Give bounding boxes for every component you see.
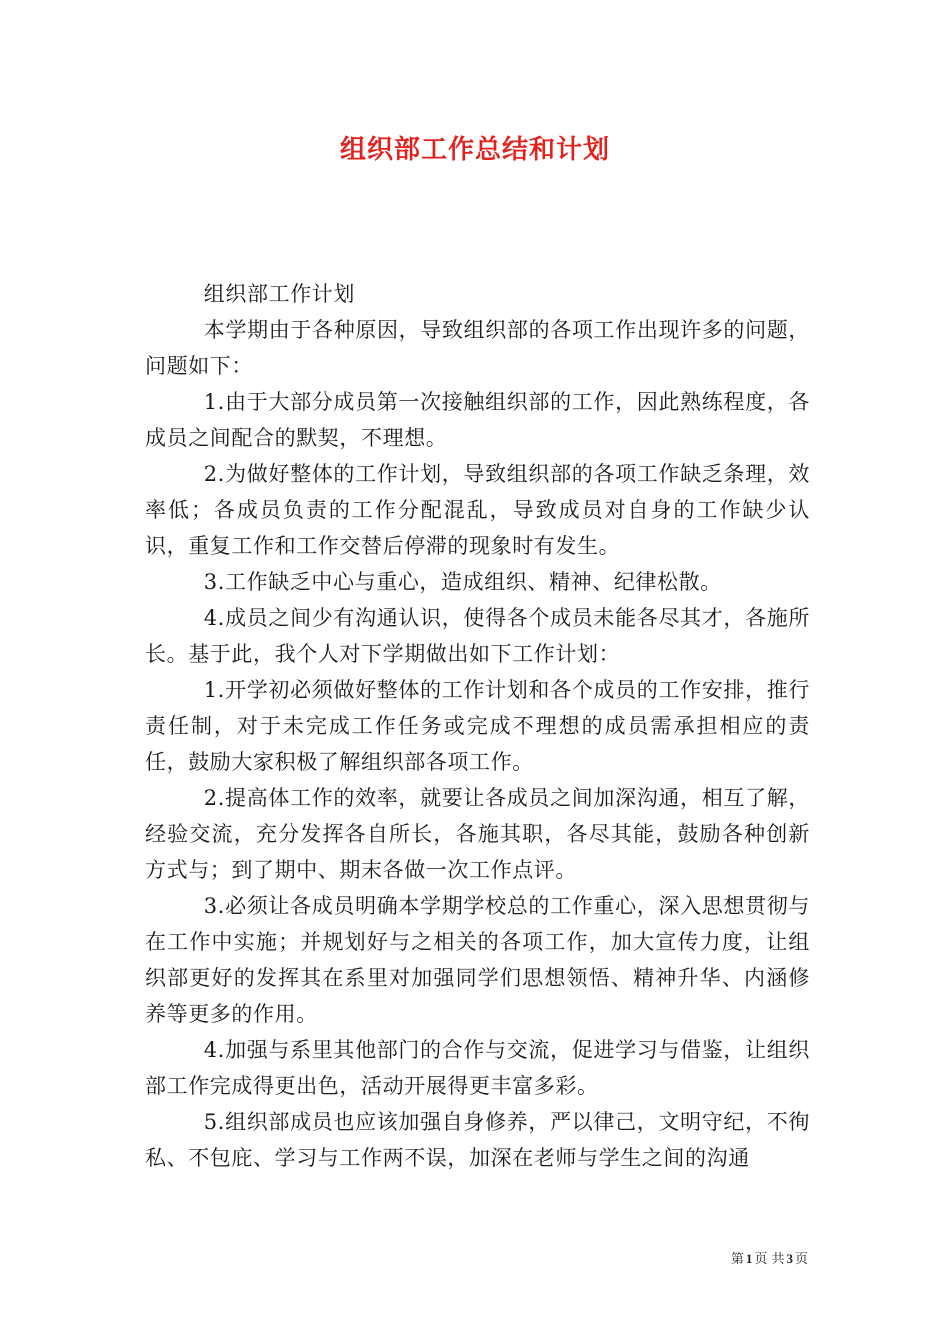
paragraph: 1.由于大部分成员第一次接触组织部的工作，因此熟练程度，各成员之间配合的默契，不理想。 xyxy=(145,390,810,450)
current-page-number: 1 xyxy=(745,1251,753,1266)
paragraph: 1.开学初必须做好整体的工作计划和各个成员的工作安排，推行责任制，对于未完成工作任务或完成不理想的成员需承担相应的责任，鼓励大家积极了解组织部各项工作。 xyxy=(145,678,810,774)
footer-prefix: 第 xyxy=(730,1252,744,1267)
paragraph: 2.提高体工作的效率，就要让各成员之间加深沟通，相互了解，经验交流，充分发挥各自所长，各施其职，各尽其能，鼓励各种创新方式与；到了期中、期末各做一次工作点评。 xyxy=(145,786,810,882)
paragraph: 2.为做好整体的工作计划，导致组织部的各项工作缺乏条理，效率低；各成员负责的工作分配混乱，导致成员对自身的工作缺少认识，重复工作和工作交替后停滞的现象时有发生。 xyxy=(145,462,810,558)
footer-middle: 页 共 xyxy=(754,1252,785,1267)
footer-suffix: 页 xyxy=(794,1252,808,1267)
page-footer xyxy=(0,1248,808,1267)
paragraph: 4.加强与系里其他部门的合作与交流，促进学习与借鉴，让组织部工作完成得更出色，活动开展得更丰富多彩。 xyxy=(145,1038,810,1098)
paragraph: 4.成员之间少有沟通认识，使得各个成员未能各尽其才，各施所长。基于此，我个人对下学期做出如下工作计划： xyxy=(145,606,810,666)
paragraph: 3.必须让各成员明确本学期学校总的工作重心，深入思想贯彻与在工作中实施；并规划好与之相关的各项工作，加大宣传力度，让组织部更好的发挥其在系里对加强同学们思想领悟、精神升华、内涵修养等更多的作用。 xyxy=(145,894,810,1026)
paragraph: 5.组织部成员也应该加强自身修养，严以律己，文明守纪，不徇私、不包庇、学习与工作两不误，加深在老师与学生之间的沟通 xyxy=(145,1110,810,1170)
total-page-number: 3 xyxy=(786,1251,793,1266)
paragraph: 本学期由于各种原因，导致组织部的各项工作出现许多的问题，问题如下： xyxy=(145,318,810,378)
paragraph-heading: 组织部工作计划 xyxy=(203,282,355,306)
paragraph: 3.工作缺乏中心与重心，造成组织、精神、纪律松散。 xyxy=(203,570,722,594)
document-title: 组织部工作总结和计划 xyxy=(339,135,610,165)
document-body xyxy=(145,276,810,1176)
